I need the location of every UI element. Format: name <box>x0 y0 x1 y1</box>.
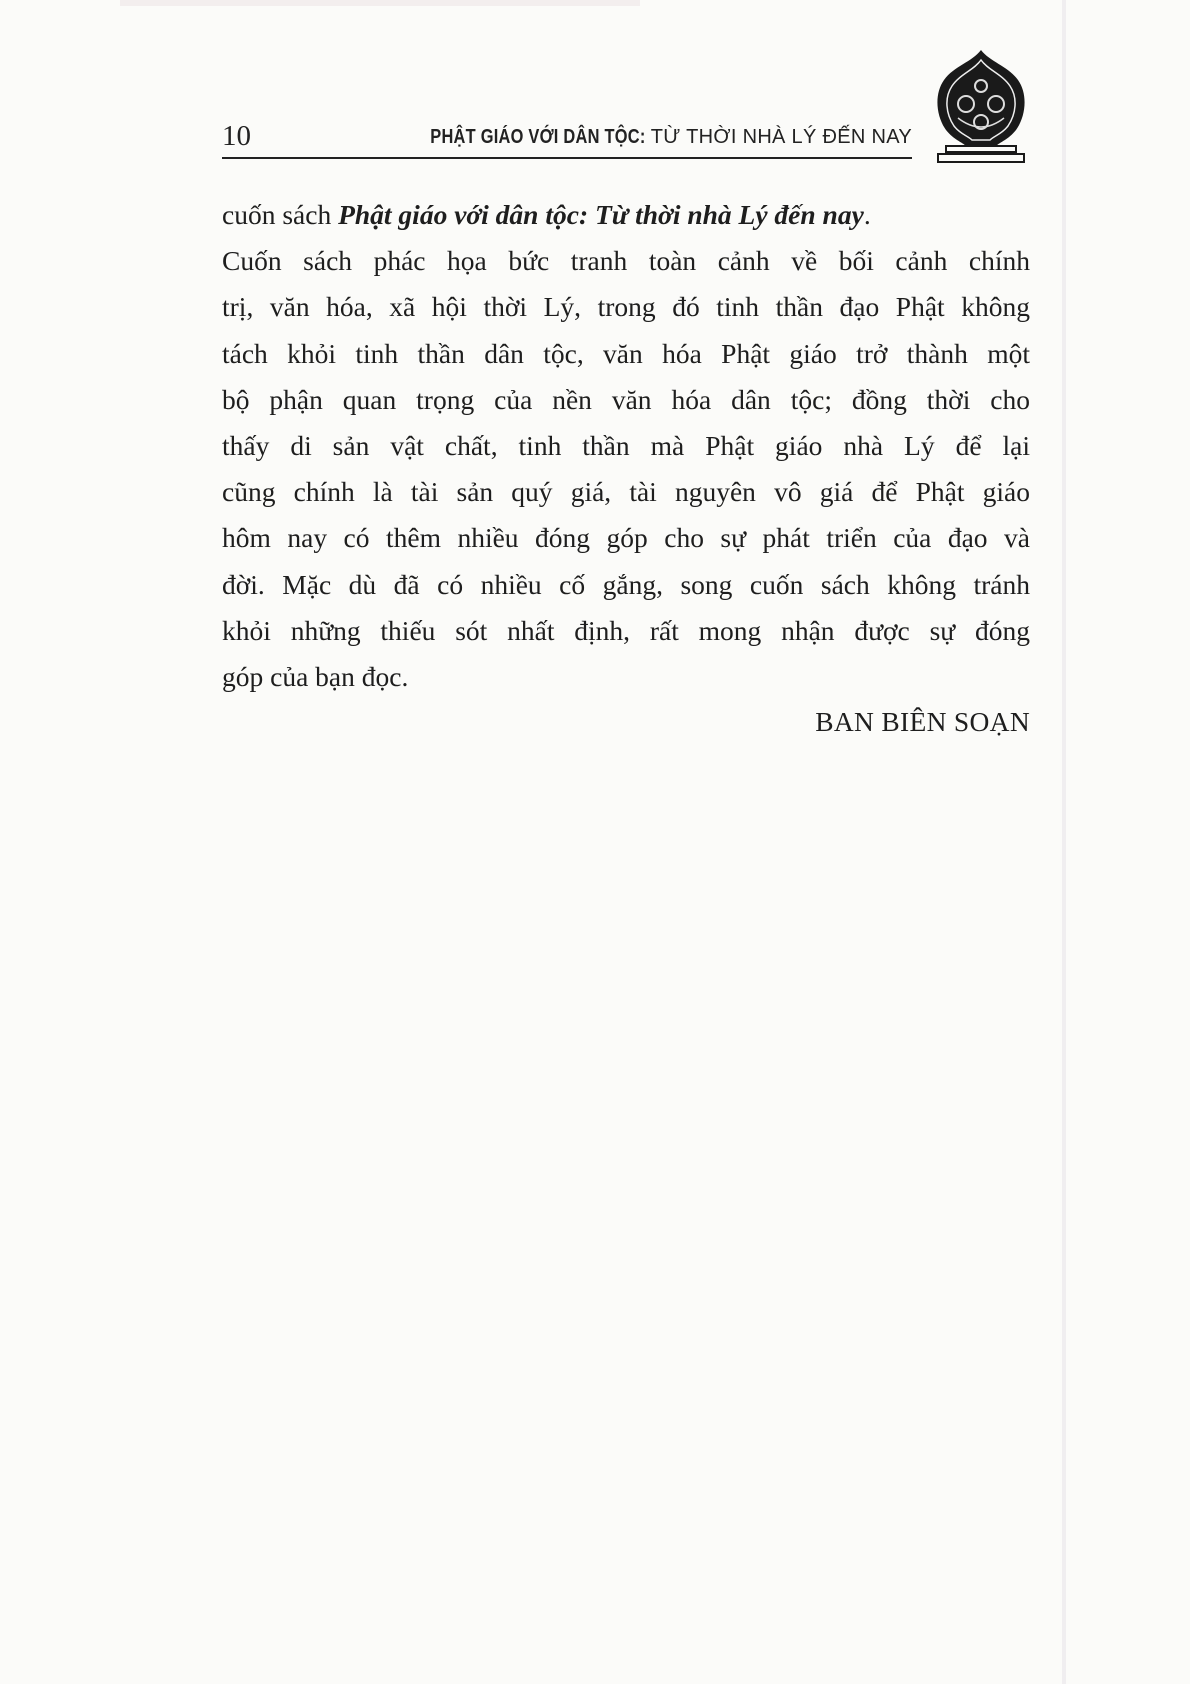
editorial-board-signature: BAN BIÊN SOẠN <box>815 706 1030 737</box>
body-line-9: đời. Mặc dù đã có nhiều cố gắng, song cuốn sách không tránh <box>222 568 1030 600</box>
body-line-1-pre: cuốn sách <box>222 199 339 230</box>
body-line-5: bộ phận quan trọng của nền văn hóa dân tộc; đồng thời cho <box>222 383 1030 415</box>
lotus-leaf-ornament-icon <box>932 46 1030 166</box>
body-paragraph <box>222 192 1030 700</box>
body-line-10: khỏi những thiếu sót nhất định, rất mong nhận được sự đóng <box>222 614 1030 646</box>
body-line-6: thấy di sản vật chất, tinh thần mà Phật giáo nhà Lý để lại <box>222 429 1030 461</box>
body-line-4: tách khỏi tinh thần dân tộc, văn hóa Phật giáo trở thành một <box>222 337 1030 369</box>
body-line-11: góp của bạn đọc. <box>222 660 409 692</box>
running-head-bold: PHẬT GIÁO VỚI DÂN TỘC: <box>429 126 646 148</box>
body-line-2: Cuốn sách phác họa bức tranh toàn cảnh về bối cảnh chính <box>222 245 1030 277</box>
running-head-rest: TỪ THỜI NHÀ LÝ ĐẾN NAY <box>645 126 912 148</box>
running-head-title <box>383 126 912 149</box>
running-header <box>222 118 912 158</box>
book-title-italic: Phật giáo với dân tộc: Từ thời nhà Lý đến nay <box>338 199 864 230</box>
body-line-8: hôm nay có thêm nhiều đóng góp cho sự phát triển của đạo và <box>222 522 1030 554</box>
body-line-1-post: . <box>863 199 871 230</box>
header-rule <box>222 157 912 159</box>
body-line-1 <box>222 192 1030 238</box>
body-line-7: cũng chính là tài sản quý giá, tài nguyên vô giá để Phật giáo <box>222 476 1030 508</box>
page-number: 10 <box>222 120 251 152</box>
scan-edge-right <box>1062 0 1066 1684</box>
scan-edge-top <box>120 0 640 6</box>
body-line-3: trị, văn hóa, xã hội thời Lý, trong đó tinh thần đạo Phật không <box>222 291 1030 323</box>
